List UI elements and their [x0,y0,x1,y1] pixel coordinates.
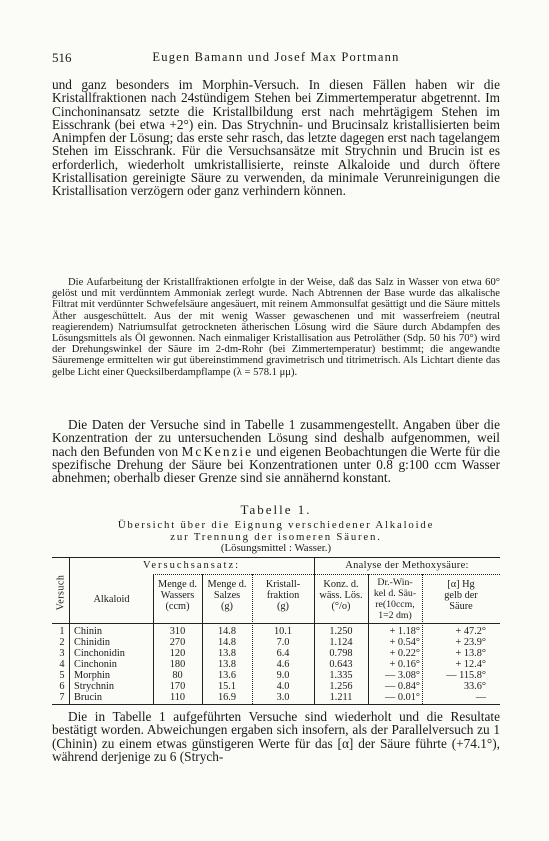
col-header-line: Menge d. [207,579,247,590]
col-header-line: Kristall- [265,579,301,590]
table-row [52,659,500,670]
cell-n: 1 [59,626,65,637]
col-header-versuch: Versuch [55,574,67,611]
table-rule-bottom [52,704,500,705]
cell-kristall: 4.0 [276,681,290,692]
cell-salz: 13.6 [217,670,237,681]
col-header-wasser [153,579,202,612]
table-row [52,670,500,681]
cell-n: 7 [59,692,65,703]
paragraph-2-text: Die Aufarbeitung der Kristallfraktionen erfolgte in der Weise, daß das Salz in Wasser von etwa 60° gelöst und mit verdünntem Ammoniak zerlegt wurde. Nach Abtrennen der Base wurde das alkalische Filtrat mit verdünnter Schwefelsäure angesäuert, mit reinem Ammonsulfat gesättigt und die Säure mittels Äther ausgeschüttelt. Aus der mit wenig Wasser gewaschenen und mit wasserfreiem (neutral reagierendem) Natriumsulfat getrockneten ätherischen Lösung wird die Säure durch Abdampfen des Lösungsmittels als Öl gewonnen. Nach einmaliger Kristallisation aus Petroläther (Sdp. 50 his 70°) wird der Drehungswinkel der Säure im 2-dm-Rohr (bei Zimmertemperatur) bestimmt; die angewandte Säuremenge ermittelten wir gut übereinstimmend gravimetrisch und titrimetrisch. Als Lichtart diente das gelbe Licht einer Quecksilberdampflampe (λ = 578.1 μμ). [52,277,500,378]
paragraph-4-text: Die in Tabelle 1 aufgeführten Versuche sind wiederholt und die Resultate bestätigt worden. Abweichungen ergaben sich insofern, als der Parallelversuch zu 1 (Chinin) zu einem etwas günstigeren Werte für das [α] der Säure führte (+74.1°), während derjenige zu 6 (Strych- [52,709,500,764]
cell-winkel: + 0.54° [389,637,420,648]
page-number: 516 [52,50,72,65]
cell-alpha: + 47.2° [455,626,486,637]
paragraph-3-part-a: Die Daten der Versuche sind in Tabelle 1 zusammengestellt. Angaben über die Konzentration der zu untersuchenden Lösung sind deshalb aufgenommen, weil nach den Befunden von [52,417,500,459]
group-header-versuchsansatz: Versuchsansatz: [142,560,241,571]
cell-salz: 15.1 [217,681,237,692]
col-header-line: kel d. Säu- [373,588,417,599]
cell-alpha: — 115.8° [446,670,486,681]
col-header-line: gelb der [444,590,478,601]
cell-alkaloid: Brucin [74,692,103,703]
page-header [52,50,500,66]
cell-wasser: 180 [169,659,186,670]
cell-kristall: 9.0 [276,670,290,681]
cell-n: 6 [59,681,65,692]
col-header-line: Salzes [213,590,241,601]
table-title: Tabelle 1. [240,502,312,517]
table-caption-line-2: zur Trennung der isomeren Säuren. [170,530,382,543]
cell-alkaloid: Cinchonidin [74,648,125,659]
cell-alpha: 33.6° [463,681,486,692]
cell-kristall: 4.6 [276,659,290,670]
table-solvent-note: (Lösungsmittel : Wasser.) [220,542,332,554]
table-row [52,626,500,637]
cell-alkaloid: Strychnin [74,681,115,692]
group-header-analyse: Analyse der Methoxysäure: [345,560,469,571]
col-header-line: (g) [220,601,233,612]
col-header-line: [α] Hg [447,579,475,590]
col-header-line: Säure [449,601,473,612]
cell-wasser: 120 [169,648,186,659]
cell-alpha: + 12.4° [455,659,486,670]
cell-winkel: + 0.22° [389,648,420,659]
cell-winkel: + 0.16° [389,659,420,670]
cell-alpha: + 23.9° [455,637,486,648]
cell-konz: 1.211 [329,692,353,703]
cell-konz: 0.798 [329,648,353,659]
cell-n: 2 [59,637,65,648]
paragraph-2 [52,277,500,378]
paragraph-1-text: und ganz besonders im Morphin-Versuch. In diesen Fällen haben wir die Kristallfraktionen nach 24stündigem Stehen bei Zimmertemperatur abgetrennt. Im Cinchoninansatz setzte die Kristallbildung erst nach mehrtägigem Stehen im Eisschrank (bei etwa +2°) ein. Das Strychnin- und Brucinsalz kristallisierten beim Animpfen der Lösung; das erste sehr rasch, das letzte dagegen erst nach tagelangem Stehen im Eisschrank. Für die Versuchsansätze mit Strychnin und Brucin ist es erforderlich, wiederholt umkristallisierte, reinste Alkaloide und durch öftere Kristallisation gereinigte Säure zu verwenden, da minimale Verunreinigungen die Kristallisation verzögern oder ganz verhindern können. [52,77,500,199]
table-rule-subheader [153,574,500,575]
table-row [52,648,500,659]
cell-salz: 13.8 [217,648,237,659]
col-header-line: Menge d. [158,579,197,590]
cell-wasser: 80 [172,670,183,681]
col-header-line: fraktion [266,590,300,601]
cell-konz: 0.643 [329,659,353,670]
col-header-line: (g) [276,601,289,612]
cell-winkel: — 3.08° [384,670,420,681]
col-header-line: (°/o) [331,601,351,612]
cell-wasser: 270 [169,637,186,648]
col-header-salz [202,579,252,612]
col-header-line: Konz. d. [323,579,359,590]
col-header-drehungswinkel [368,577,422,621]
col-header-alpha [422,579,500,612]
cell-n: 3 [59,648,65,659]
cell-salz: 14.8 [217,637,237,648]
col-header-line: Dr.-Win- [377,577,413,588]
table-caption-line-1: Übersicht über die Eignung verschiedener Alkaloide [117,519,435,531]
paragraph-1 [52,78,500,198]
cell-salz: 13.8 [217,659,237,670]
cell-konz: 1.250 [329,626,353,637]
cell-konz: 1.256 [329,681,353,692]
cell-salz: 14.8 [217,626,237,637]
cell-alkaloid: Morphin [74,670,111,681]
cell-n: 4 [59,659,65,670]
cell-alkaloid: Chinin [74,626,103,637]
cell-n: 5 [59,670,65,681]
cell-salz: 16.9 [217,692,237,703]
cell-kristall: 3.0 [276,692,290,703]
cell-konz: 1.124 [329,637,353,648]
cell-kristall: 10.1 [273,626,293,637]
table-caption [52,520,500,555]
col-header-line: Wassers [160,590,195,601]
table-row [52,637,500,648]
paragraph-4 [52,710,500,763]
paragraph-3-part-b: und eigenen Beobachtungen die Werte für die spezifische Drehung der Säure bei Konzentrationen unter 0.8 g:100 ccm Wasser abnehmen; oberhalb dieser Grenze sind sie annähernd konstant. [52,443,501,486]
running-title: Eugen Bamann und Josef Max Portmann [152,50,400,64]
data-table [52,557,500,705]
cell-wasser: 310 [169,626,186,637]
cell-winkel: + 1.18° [389,626,420,637]
col-header-line: (ccm) [165,601,190,612]
cell-alpha: — [475,692,486,703]
table-row [52,692,500,703]
cell-kristall: 7.0 [276,637,290,648]
col-header-konzentration [314,579,368,612]
cell-winkel: — 0.84° [384,681,420,692]
cell-winkel: — 0.01° [384,692,420,703]
col-header-kristallfraktion [252,579,314,612]
author-name-mckenzie: McKenzie [181,443,253,459]
col-header-line: 1=2 dm) [378,610,412,621]
cell-kristall: 6.4 [276,648,290,659]
paragraph-3 [52,418,500,484]
col-header-line: re(10ccm, [375,599,415,610]
col-header-alkaloid: Alkaloid [93,594,130,605]
cell-alkaloid: Cinchonin [74,659,117,670]
table-row [52,681,500,692]
cell-wasser: 110 [169,692,186,703]
table-rule-header [52,623,500,624]
cell-wasser: 170 [169,681,186,692]
cell-konz: 1.335 [329,670,353,681]
table-rule-top [52,557,500,558]
paragraph-3-text [52,418,500,484]
cell-alkaloid: Chinidin [74,637,111,648]
cell-alpha: + 13.8° [455,648,486,659]
col-header-line: wäss. Lös. [319,590,363,601]
